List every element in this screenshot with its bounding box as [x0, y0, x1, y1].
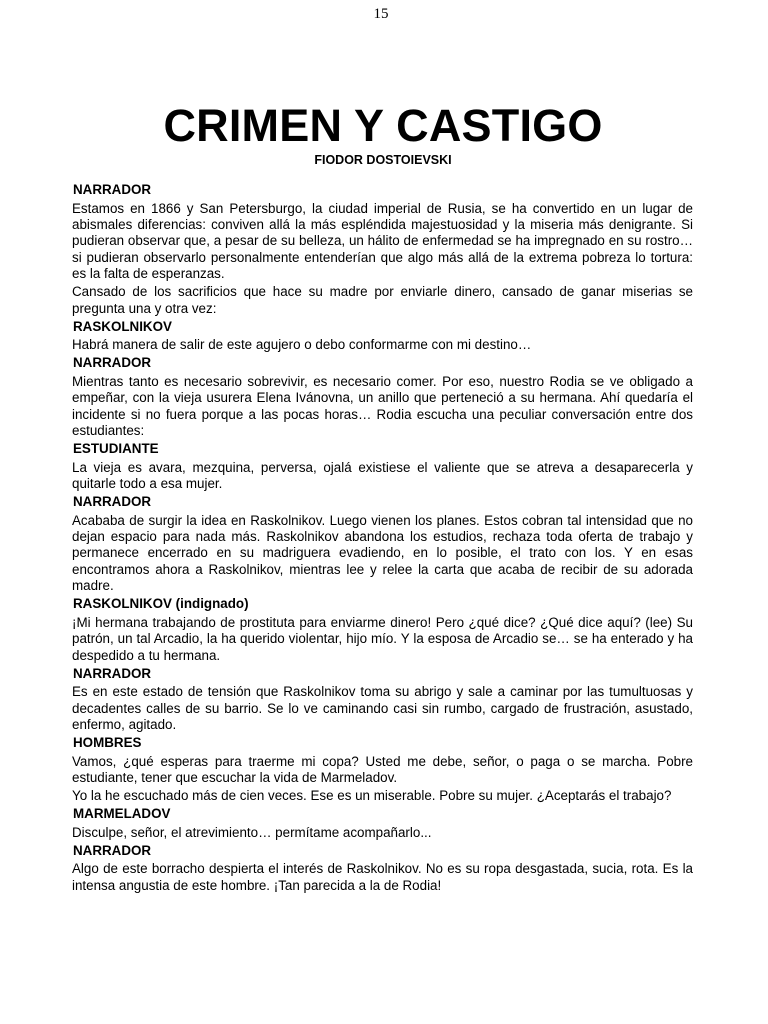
dialogue-paragraph: Es en este estado de tensión que Raskolnikov toma su abrigo y sale a caminar por las tumultuosas y decadentes calles de su barrio. Se lo ve caminando casi sin rumbo, cargado de frustración, asustado, enfermo, agitado.: [72, 684, 693, 733]
dialogue-paragraph: Acababa de surgir la idea en Raskolnikov. Luego vienen los planes. Estos cobran tal intensidad que no dejan espacio para nada más. Raskolnikov abandona los estudios, rechaza toda oferta de trabajo y permanece encerrado en su madriguera evadiendo, en lo posible, el trato con los. Y en esas encontramos ahora a Raskolnikov, mientras lee y relee la carta que acaba de recibir de su adorada madre.: [72, 512, 693, 594]
speaker-label: NARRADOR: [73, 665, 152, 681]
speaker-label: MARMELADOV: [73, 806, 171, 822]
speaker-label: NARRADOR: [73, 842, 152, 858]
speaker-label: NARRADOR: [73, 355, 152, 371]
speaker-label: NARRADOR: [73, 182, 152, 197]
document-author: FIODOR DOSTOIEVSKI: [314, 153, 452, 167]
dialogue-paragraph: Estamos en 1866 y San Petersburgo, la ciudad imperial de Rusia, se ha convertido en un lugar de abismales diferencias: conviven allá la más espléndida majestuosidad y la miseria más denigrante. Si pudieran observar que, a pesar de su belleza, un hálito de enfermedad se ha impregnado en su rostro… si pudieran observarlo personalmente entenderían que algo más allá de la extrema pobreza lo tortura: es la falta de esperanzas.: [72, 200, 693, 282]
dialogue-paragraph: ¡Mi hermana trabajando de prostituta para enviarme dinero! Pero ¿qué dice? ¿Qué dice aquí? (lee) Su patrón, un tal Arcadio, la ha querido violentar, hijo mío. Y la esposa de Arcadio se… se ha enterado y ha despedido a tu hermana.: [72, 614, 693, 663]
speaker-label: ESTUDIANTE: [73, 441, 159, 457]
dialogue-paragraph: La vieja es avara, mezquina, perversa, ojalá existiese el valiente que se atreva a desaparecerla y quitarle todo a esa mujer.: [72, 459, 693, 492]
dialogue-paragraph: Disculpe, señor, el atrevimiento… permítame acompañarlo...: [72, 824, 432, 840]
dialogue-paragraph: Habrá manera de salir de este agujero o debo conformarme con mi destino…: [72, 337, 532, 353]
dialogue-paragraph: Yo la he escuchado más de cien veces. Ese es un miserable. Pobre su mujer. ¿Aceptarás el trabajo?: [72, 788, 672, 804]
script-body: [72, 182, 693, 896]
speaker-label: RASKOLNIKOV (indignado): [73, 596, 249, 612]
dialogue-paragraph: Cansado de los sacrificios que hace su madre por enviarle dinero, cansado de ganar miserias se pregunta una y otra vez:: [72, 284, 693, 316]
page-number: 15: [373, 6, 389, 22]
speaker-label: RASKOLNIKOV: [73, 318, 172, 334]
dialogue-paragraph: Mientras tanto es necesario sobrevivir, es necesario comer. Por eso, nuestro Rodia se ve obligado a empeñar, con la vieja usurera Elena Ivánovna, un anillo que perteneció a su hermana. Ahí quedaría el incidente si no fuera porque a las pocas horas… Rodia escucha una peculiar conversación entre dos estudiantes:: [72, 373, 693, 439]
speaker-label: NARRADOR: [73, 494, 152, 510]
dialogue-paragraph: Vamos, ¿qué esperas para traerme mi copa? Usted me debe, señor, o paga o se marcha. Pobre estudiante, tener que escuchar la vida de Marmeladov.: [72, 753, 693, 786]
document-title: CRIMEN Y CASTIGO: [163, 100, 603, 151]
title-block: [0, 100, 766, 168]
dialogue-paragraph: Algo de este borracho despierta el interés de Raskolnikov. No es su ropa desgastada, sucia, rota. Es la intensa angustia de este hombre. ¡Tan parecida a la de Rodia!: [72, 861, 693, 893]
speaker-label: HOMBRES: [73, 735, 142, 751]
